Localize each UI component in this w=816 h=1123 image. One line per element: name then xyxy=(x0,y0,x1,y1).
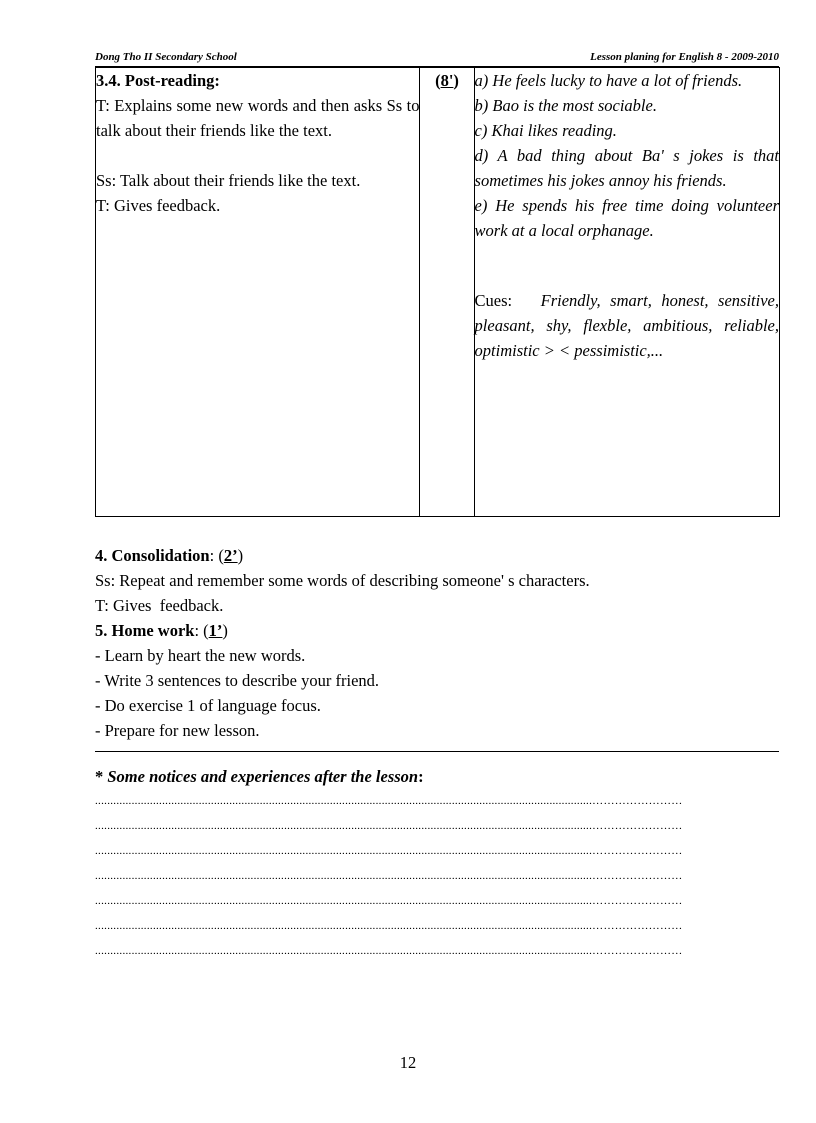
page-header xyxy=(95,50,779,67)
homework-item: - Do exercise 1 of language focus. xyxy=(95,696,321,715)
star-bullet: * xyxy=(95,767,108,786)
consolidation-heading: 4. Consolidation xyxy=(95,546,210,565)
teacher-instruction: T: Explains some new words and then asks Ss to talk about their friends like the text. xyxy=(96,96,420,140)
consolidation-line: Ss: Repeat and remember some words of describing someone' s characters. xyxy=(95,571,590,590)
students-activity: Ss: Talk about their friends like the text. xyxy=(96,171,361,190)
lesson-table xyxy=(95,67,780,517)
notices-title: Some notices and experiences after the lesson xyxy=(107,767,419,786)
answer-item: b) Bao is the most sociable. xyxy=(474,96,657,115)
notices-section xyxy=(95,764,779,964)
time-cell: (8') xyxy=(420,68,474,517)
answer-item: a) He feels lucky to have a lot of friends. xyxy=(474,71,743,90)
consolidation-feedback: T: Gives feedback. xyxy=(95,596,224,615)
cues-label: Cues: xyxy=(474,291,513,310)
cues-block xyxy=(475,288,779,363)
document-title: Lesson planing for English 8 - 2009-2010 xyxy=(590,51,779,63)
homework-item: - Write 3 sentences to describe your friend. xyxy=(95,671,380,690)
dotted-line: ...................................................................................................................................................................…………………… xyxy=(95,945,683,957)
dotted-line: ...................................................................................................................................................................…………………… xyxy=(95,895,683,907)
page-number: 12 xyxy=(399,1053,417,1072)
answer-item: e) He spends his free time doing volunteer work at a local orphanage. xyxy=(474,196,779,240)
content-cell xyxy=(474,68,779,517)
homework-item: - Learn by heart the new words. xyxy=(95,646,306,665)
answer-item: d) A bad thing about Ba' s jokes is that sometimes his jokes annoy his friends. xyxy=(474,146,779,190)
post-reading-time: 8' xyxy=(440,71,454,90)
cues-list: Friendly, smart, honest, sensitive, pleasant, shy, flexble, ambitious, reliable, optimistic > < pessimistic,... xyxy=(474,291,779,360)
dotted-line: ...................................................................................................................................................................…………………… xyxy=(95,795,683,807)
school-name: Dong Tho II Secondary School xyxy=(95,51,237,63)
consolidation-homework-section: 4. Consolidation: (2’) Ss: Repeat and remember some words of describing someone' s characters. T: Gives feedback. 5. Home work: (1’) - Learn by heart the new words. - Write 3 sentences to describe your friend. - Do exercise 1 of language focus. - Prepare for new lesson. xyxy=(95,543,779,743)
notices-title-line: * Some notices and experiences after the lesson: xyxy=(95,767,424,786)
dotted-line: ...................................................................................................................................................................…………………… xyxy=(95,870,683,882)
dotted-line: ...................................................................................................................................................................…………………… xyxy=(95,845,683,857)
activities-cell xyxy=(96,68,420,517)
answer-item: c) Khai likes reading. xyxy=(474,121,617,140)
dotted-line: ...................................................................................................................................................................…………………… xyxy=(95,820,683,832)
consolidation-time: 2’ xyxy=(223,546,238,565)
teacher-feedback: T: Gives feedback. xyxy=(96,196,221,215)
post-reading-heading: 3.4. Post-reading: xyxy=(96,71,220,90)
section-divider xyxy=(95,751,779,752)
homework-item: - Prepare for new lesson. xyxy=(95,721,260,740)
dotted-line: ...................................................................................................................................................................…………………… xyxy=(95,920,683,932)
homework-time: 1’ xyxy=(208,621,223,640)
homework-heading: 5. Home work xyxy=(95,621,195,640)
